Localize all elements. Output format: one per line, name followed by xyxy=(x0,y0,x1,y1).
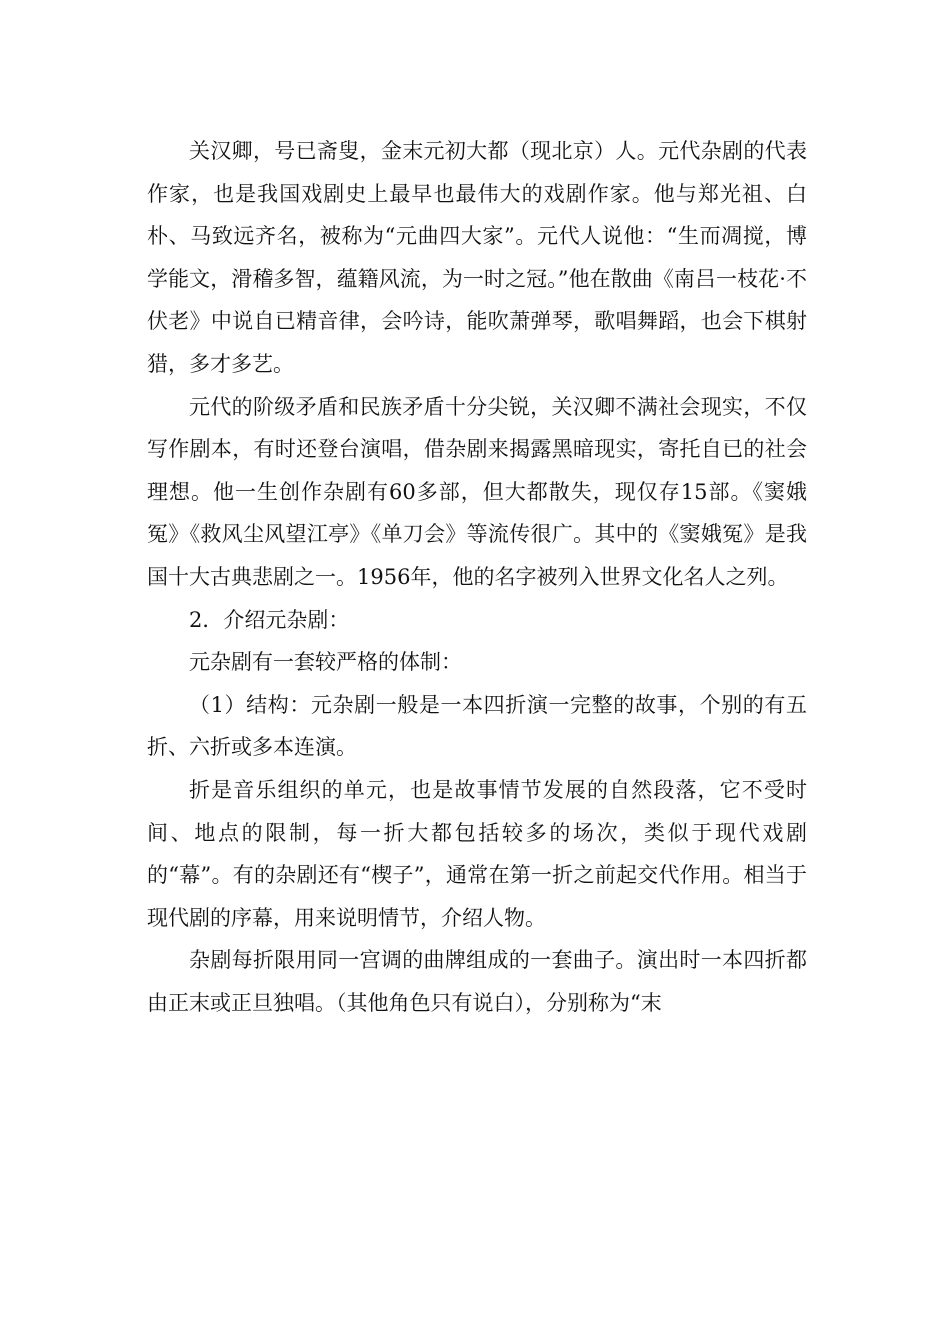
section-heading-yuan-zaju: 2．介绍元杂剧： xyxy=(189,607,350,632)
document-page xyxy=(147,130,807,1024)
paragraph-guan-hanqing-intro: 关汉卿，号已斋叟，金末元初大都（现北京）人。元代杂剧的代表作家，也是我国戏剧史上最早也最伟大的戏剧作家。他与郑光祖、白朴、马致远齐名，被称为“元曲四大家”。元代人说他：“生而凋搅，博学能文，滑稽多智，蕴籍风流，为一时之冠。”他在散曲《南吕一枝花·不伏老》中说自已精音律，会吟诗，能吹萧弹琴，歌唱舞蹈，也会下棋射猎，多才多艺。 xyxy=(147,139,807,376)
paragraph-zhe-unit: 折是音乐组织的单元，也是故事情节发展的自然段落，它不受时间、地点的限制，每一折大都包括较多的场次，类似于现代戏剧的“幕”。有的杂剧还有“楔子”，通常在第一折之前起交代作用。相当于现代剧的序幕，用来说明情节，介绍人物。 xyxy=(147,777,807,930)
paragraph-social-background: 元代的阶级矛盾和民族矛盾十分尖锐，关汉卿不满社会现实，不仅写作剧本，有时还登台演唱，借杂剧来揭露黑暗现实，寄托自已的社会理想。他一生创作杂剧有60多部，但大都散失，现仅存15部。《窦娥冤》《救风尘风望江亭》《单刀会》等流传很广。其中的《窦娥冤》是我国十大古典悲剧之一。1956年，他的名字被列入世界文化名人之列。 xyxy=(147,394,807,589)
paragraph-singing: 杂剧每折限用同一宫调的曲牌组成的一套曲子。演出时一本四折都由正末或正旦独唱。（其他角色只有说白），分别称为“末 xyxy=(147,948,807,1015)
paragraph-structure: （1）结构：元杂剧一般是一本四折演一完整的故事，个别的有五折、六折或多本连演。 xyxy=(147,692,807,760)
paragraph-zaju-system: 元杂剧有一套较严格的体制： xyxy=(189,650,462,675)
